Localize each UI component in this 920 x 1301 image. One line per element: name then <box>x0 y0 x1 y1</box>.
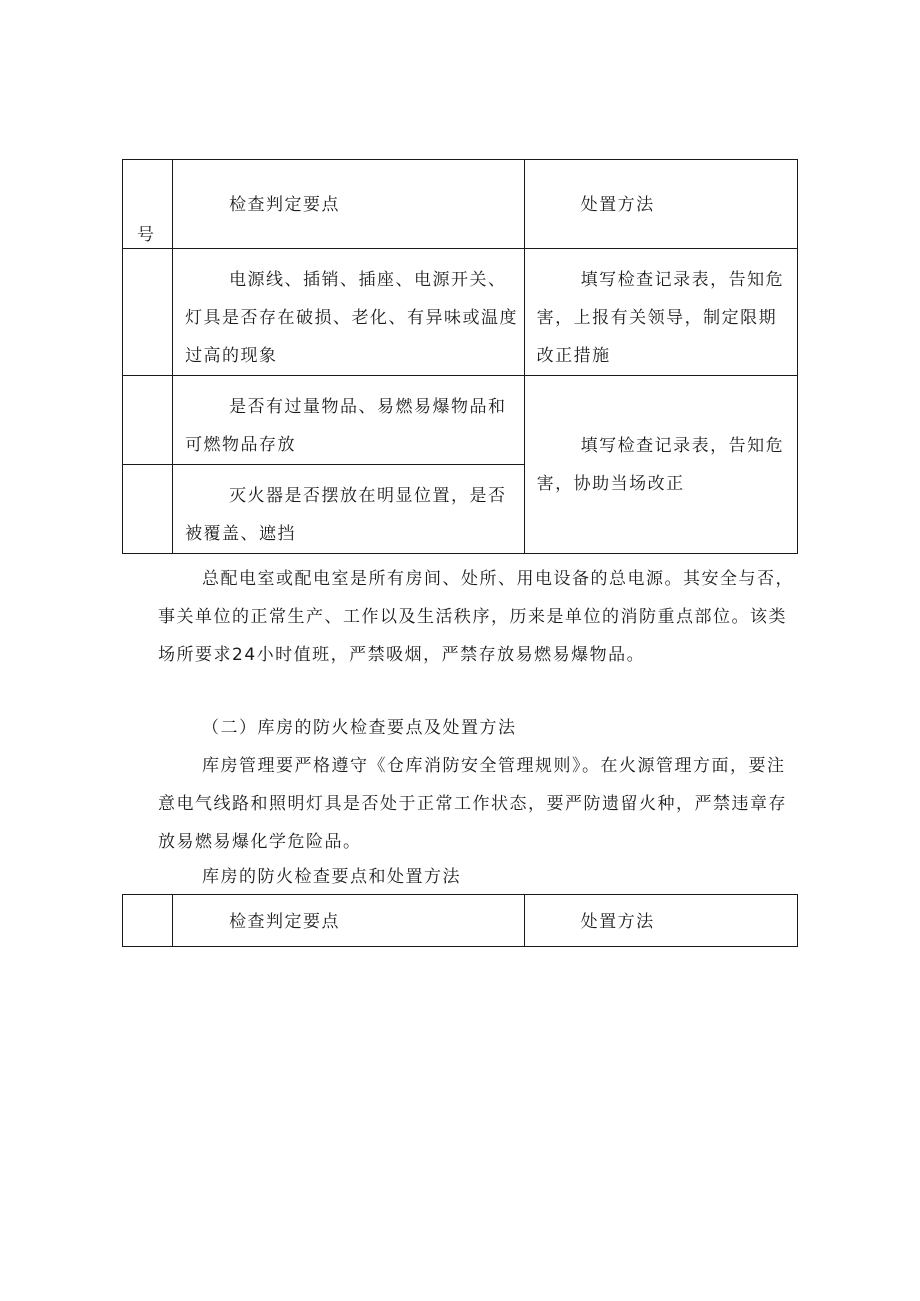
header-points-cell <box>173 160 525 249</box>
row-method: 填写检查记录表，告知危害，上报有关领导，制定限期改正措施 <box>536 270 785 366</box>
row-method: 填写检查记录表，告知危害，协助当场改正 <box>536 435 785 494</box>
section-heading: （二）库房的防火检查要点及处置方法 <box>202 718 517 738</box>
header-no-cell <box>123 895 173 947</box>
paragraph-warehouse: 库房管理要严格遵守《仓库消防安全管理规则》。在火源管理方面，要注意电气线路和照明灯具是否处于正常工作状态，要严防遗留火种，严禁违章存放易燃易爆化学危险品。 <box>158 756 787 852</box>
row-points-cell <box>173 249 525 376</box>
row-no-cell <box>123 376 173 465</box>
row-method-cell <box>524 249 797 376</box>
header-no-cell <box>123 160 173 249</box>
row-points: 灭火器是否摆放在明显位置，是否被覆盖、遮挡 <box>185 486 507 544</box>
inspection-table-2 <box>122 894 798 947</box>
row-points: 电源线、插销、插座、电源开关、灯具是否存在破损、老化、有异味或温度过高的现象 <box>185 270 519 366</box>
header-points-cell <box>173 895 525 947</box>
row-method-cell-merged <box>524 376 797 554</box>
inspection-table-1 <box>122 159 798 554</box>
row-no-cell <box>123 249 173 376</box>
header-method: 处置方法 <box>580 912 655 932</box>
table2-caption: 库房的防火检查要点和处置方法 <box>202 867 461 887</box>
row-points: 是否有过量物品、易燃易爆物品和可燃物品存放 <box>185 397 507 455</box>
header-no: 号 <box>137 225 156 245</box>
header-points: 检查判定要点 <box>229 912 341 932</box>
header-method: 处置方法 <box>580 195 655 215</box>
table-header-row <box>123 160 798 249</box>
header-method-cell <box>524 160 797 249</box>
header-points: 检查判定要点 <box>229 195 341 215</box>
table-header-row <box>123 895 798 947</box>
paragraph-power-room: 总配电室或配电室是所有房间、处所、用电设备的总电源。其安全与否，事关单位的正常生产、工作以及生活秩序，历来是单位的消防重点部位。该类场所要求24小时值班，严禁吸烟，严禁存放易燃易爆物品。 <box>158 569 794 665</box>
row-no-cell <box>123 465 173 554</box>
row-points-cell <box>173 465 525 554</box>
row-points-cell <box>173 376 525 465</box>
header-method-cell <box>524 895 797 947</box>
table-row <box>123 249 798 376</box>
table-row <box>123 376 798 465</box>
